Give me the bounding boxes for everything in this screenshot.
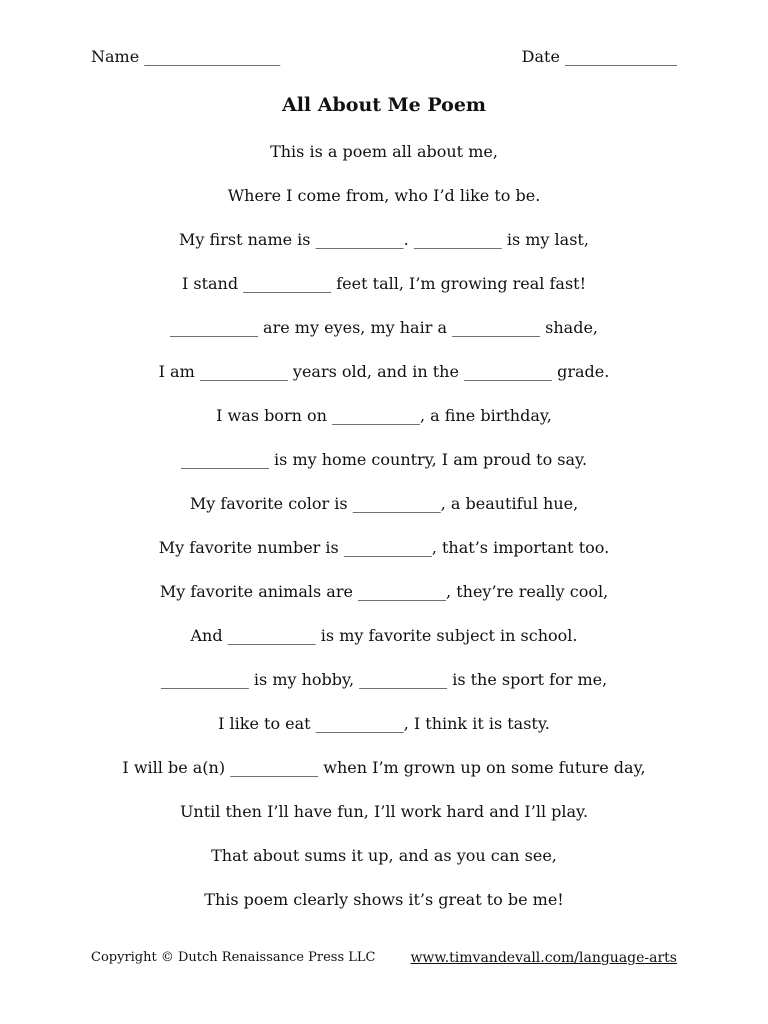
date-field: Date ______________ xyxy=(521,47,677,66)
copyright-text: Copyright © Dutch Renaissance Press LLC xyxy=(91,950,376,965)
header-row xyxy=(91,47,677,71)
name-field: Name _________________ xyxy=(91,47,281,66)
poem-line: My favorite color is ___________, a beautiful hue, xyxy=(189,494,579,513)
poem-line: I was born on ___________, a fine birthday, xyxy=(216,406,552,425)
poem-line: My first name is ___________. ___________ is my last, xyxy=(179,230,589,249)
poem-line: My favorite animals are ___________, they’re really cool, xyxy=(159,582,609,601)
poem-line: Until then I’ll have fun, I’ll work hard and I’ll play. xyxy=(179,802,589,821)
website-link[interactable]: www.timvandevall.com/language-arts xyxy=(410,950,677,966)
poem-body xyxy=(0,140,768,932)
poem-line: ___________ is my hobby, ___________ is the sport for me, xyxy=(160,670,608,689)
poem-line: I will be a(n) ___________ when I’m grown up on some future day, xyxy=(122,758,646,777)
poem-line: My favorite number is ___________, that’s important too. xyxy=(158,538,610,557)
poem-line: This is a poem all about me, xyxy=(270,142,498,161)
poem-line: And ___________ is my favorite subject in school. xyxy=(190,626,578,645)
page-title: All About Me Poem xyxy=(281,94,487,116)
poem-line: ___________ is my home country, I am proud to say. xyxy=(180,450,588,469)
poem-line: I stand ___________ feet tall, I’m growing real fast! xyxy=(181,274,587,293)
poem-line: Where I come from, who I’d like to be. xyxy=(227,186,541,205)
footer xyxy=(91,950,677,970)
poem-line: ___________ are my eyes, my hair a ___________ shade, xyxy=(169,318,599,337)
poem-line: That about sums it up, and as you can see, xyxy=(211,846,557,865)
poem-line: I am ___________ years old, and in the ___________ grade. xyxy=(158,362,610,381)
poem-line: This poem clearly shows it’s great to be me! xyxy=(204,890,564,909)
poem-line: I like to eat ___________, I think it is tasty. xyxy=(218,714,550,733)
